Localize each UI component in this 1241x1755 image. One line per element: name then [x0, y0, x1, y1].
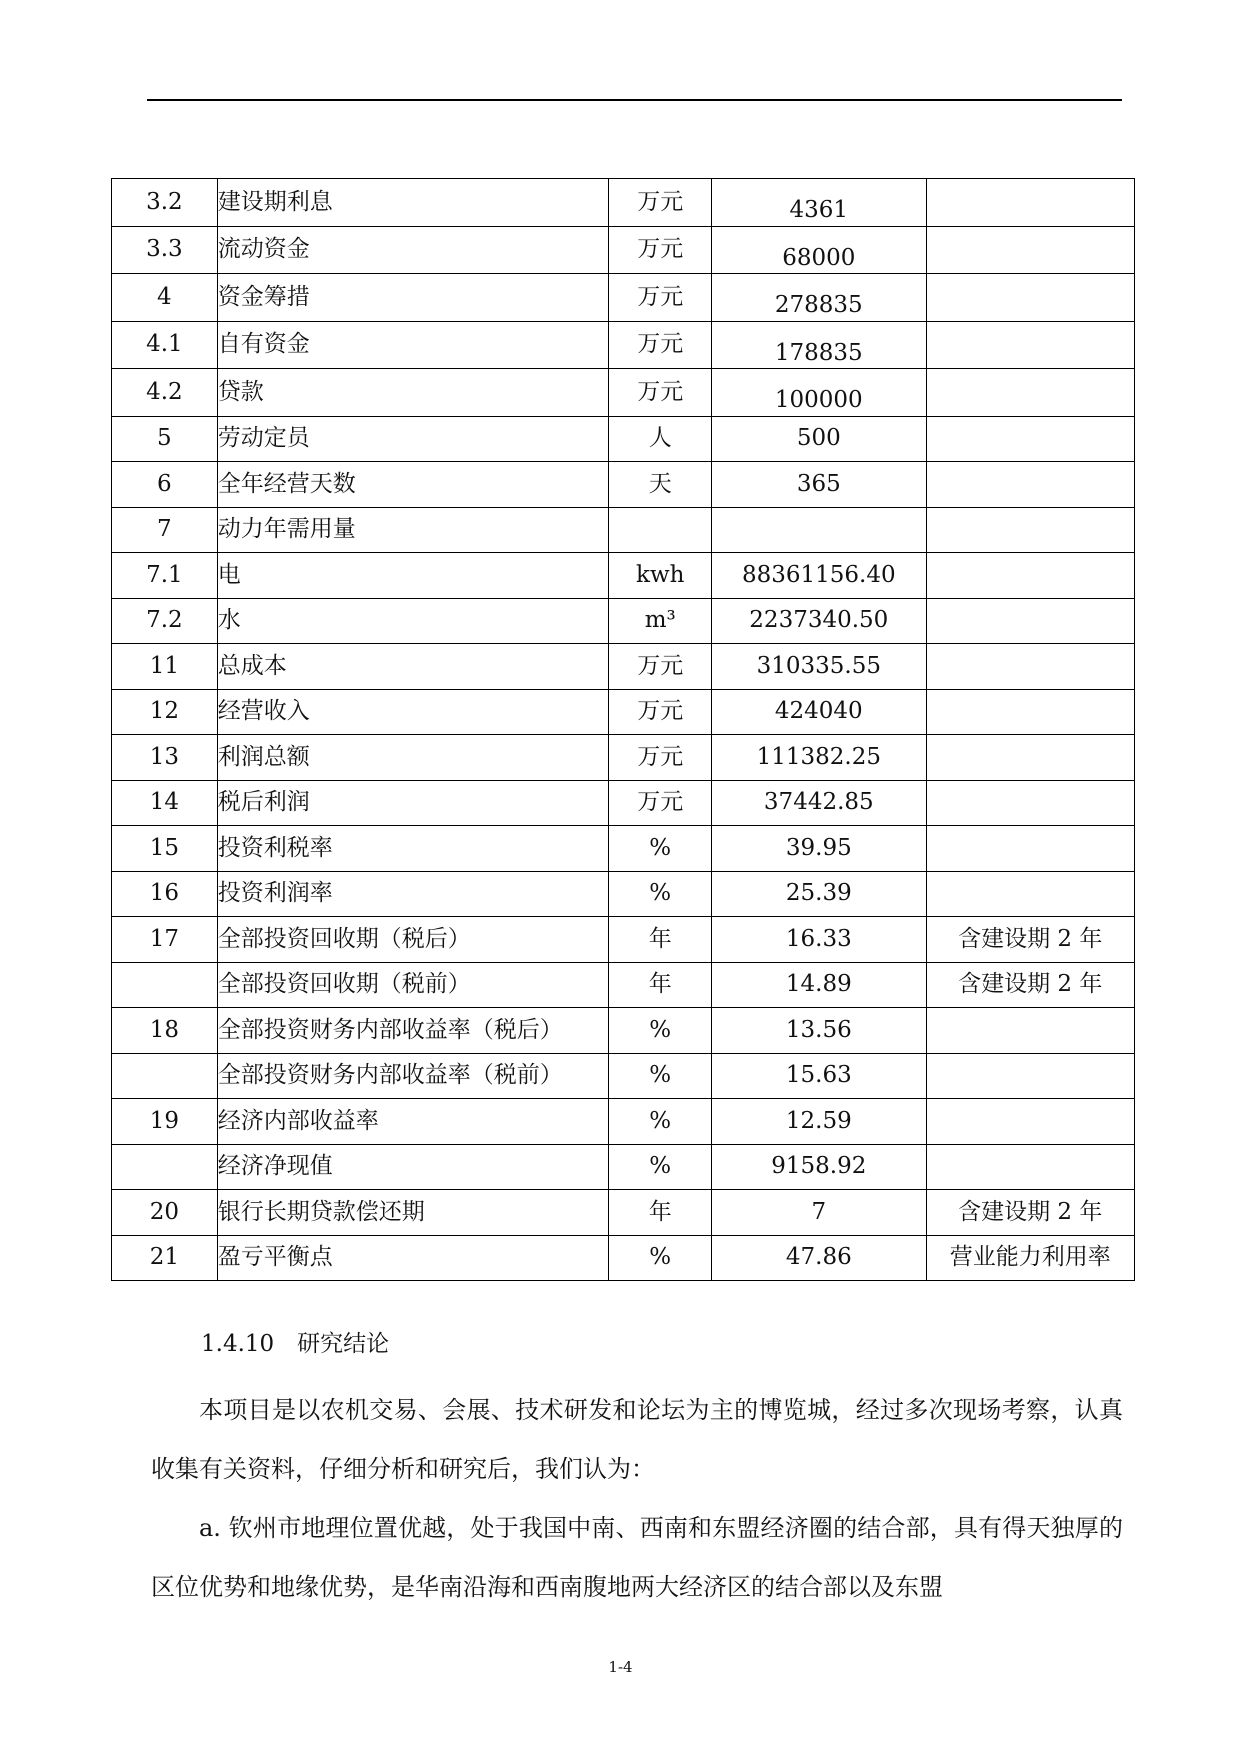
row-number: 7.1 [112, 553, 218, 599]
row-unit: 万元 [609, 689, 712, 735]
row-item: 投资利税率 [217, 826, 609, 872]
row-unit: % [609, 1099, 712, 1145]
row-value: 14.89 [712, 962, 926, 1008]
row-value: 25.39 [712, 871, 926, 917]
row-number: 3.3 [112, 226, 218, 274]
table-row [112, 962, 1135, 1008]
row-note [926, 274, 1134, 322]
row-item: 经济净现值 [217, 1144, 609, 1190]
row-value: 16.33 [712, 917, 926, 963]
row-note [926, 871, 1134, 917]
row-unit: 万元 [609, 274, 712, 322]
table-row [112, 321, 1135, 369]
row-unit [609, 507, 712, 553]
row-value: 12.59 [712, 1099, 926, 1145]
row-note [926, 1099, 1134, 1145]
table-row [112, 226, 1135, 274]
row-value: 424040 [712, 689, 926, 735]
row-item: 经济内部收益率 [217, 1099, 609, 1145]
row-number: 18 [112, 1008, 218, 1054]
row-number: 14 [112, 780, 218, 826]
row-note: 含建设期 2 年 [926, 962, 1134, 1008]
row-note [926, 416, 1134, 462]
row-number: 3.2 [112, 179, 218, 227]
row-value: 68000 [712, 226, 926, 274]
row-item: 利润总额 [217, 735, 609, 781]
row-note [926, 1144, 1134, 1190]
row-unit: 年 [609, 917, 712, 963]
row-unit: 年 [609, 1190, 712, 1236]
table-row [112, 1144, 1135, 1190]
table-row [112, 735, 1135, 781]
row-unit: % [609, 1053, 712, 1099]
row-number: 7 [112, 507, 218, 553]
row-number: 4 [112, 274, 218, 322]
row-number: 19 [112, 1099, 218, 1145]
row-number: 6 [112, 462, 218, 508]
row-note [926, 735, 1134, 781]
row-note [926, 553, 1134, 599]
row-value: 37442.85 [712, 780, 926, 826]
table-row [112, 1099, 1135, 1145]
row-note [926, 226, 1134, 274]
row-unit: m³ [609, 598, 712, 644]
row-item: 流动资金 [217, 226, 609, 274]
row-item: 全部投资回收期（税后） [217, 917, 609, 963]
row-value: 111382.25 [712, 735, 926, 781]
row-note [926, 1053, 1134, 1099]
row-value: 39.95 [712, 826, 926, 872]
row-number: 20 [112, 1190, 218, 1236]
table-row [112, 507, 1135, 553]
row-note: 含建设期 2 年 [926, 1190, 1134, 1236]
table-row [112, 917, 1135, 963]
row-item: 税后利润 [217, 780, 609, 826]
page-number: 1-4 [608, 1658, 633, 1676]
row-item: 总成本 [217, 644, 609, 690]
row-note [926, 689, 1134, 735]
row-unit: 万元 [609, 321, 712, 369]
row-number: 4.2 [112, 369, 218, 417]
section-heading: 1.4.10 研究结论 [201, 1331, 390, 1357]
row-note [926, 598, 1134, 644]
row-unit: 天 [609, 462, 712, 508]
table-row [112, 179, 1135, 227]
table-row [112, 274, 1135, 322]
row-value: 310335.55 [712, 644, 926, 690]
row-number: 5 [112, 416, 218, 462]
table-row [112, 598, 1135, 644]
row-item: 劳动定员 [217, 416, 609, 462]
row-value: 88361156.40 [712, 553, 926, 599]
row-note [926, 1008, 1134, 1054]
row-note [926, 321, 1134, 369]
row-item: 全年经营天数 [217, 462, 609, 508]
row-note [926, 780, 1134, 826]
row-unit: kwh [609, 553, 712, 599]
row-number [112, 1053, 218, 1099]
row-note [926, 826, 1134, 872]
table-row [112, 644, 1135, 690]
table-row [112, 780, 1135, 826]
paragraph-a: a. 钦州市地理位置优越，处于我国中南、西南和东盟经济圈的结合部，具有得天独厚的区位优势和地缘优势，是华南沿海和西南腹地两大经济区的结合部以及东盟 [151, 1514, 1123, 1601]
paragraph-intro: 本项目是以农机交易、会展、技术研发和论坛为主的博览城，经过多次现场考察，认真收集有关资料，仔细分析和研究后，我们认为： [151, 1396, 1123, 1483]
row-unit: % [609, 1144, 712, 1190]
header-rule [147, 99, 1122, 101]
row-value: 365 [712, 462, 926, 508]
row-unit: 万元 [609, 644, 712, 690]
row-value: 500 [712, 416, 926, 462]
row-number: 7.2 [112, 598, 218, 644]
row-value: 47.86 [712, 1235, 926, 1281]
row-unit: % [609, 826, 712, 872]
table-row [112, 553, 1135, 599]
row-value: 13.56 [712, 1008, 926, 1054]
table-row [112, 689, 1135, 735]
row-note: 营业能力利用率 [926, 1235, 1134, 1281]
row-item: 全部投资财务内部收益率（税后） [217, 1008, 609, 1054]
row-item: 水 [217, 598, 609, 644]
table-row [112, 462, 1135, 508]
row-note [926, 369, 1134, 417]
row-item: 自有资金 [217, 321, 609, 369]
row-number: 21 [112, 1235, 218, 1281]
table-row [112, 369, 1135, 417]
row-unit: 年 [609, 962, 712, 1008]
row-number: 11 [112, 644, 218, 690]
table-row [112, 1008, 1135, 1054]
row-unit: 万元 [609, 369, 712, 417]
row-note: 含建设期 2 年 [926, 917, 1134, 963]
row-number: 4.1 [112, 321, 218, 369]
row-value: 4361 [712, 179, 926, 227]
row-item: 电 [217, 553, 609, 599]
row-unit: 万元 [609, 226, 712, 274]
row-number: 17 [112, 917, 218, 963]
row-value: 178835 [712, 321, 926, 369]
row-value: 100000 [712, 369, 926, 417]
row-value: 9158.92 [712, 1144, 926, 1190]
row-unit: % [609, 1235, 712, 1281]
table-row [112, 1053, 1135, 1099]
row-value [712, 507, 926, 553]
table-row [112, 416, 1135, 462]
row-number: 15 [112, 826, 218, 872]
row-number: 12 [112, 689, 218, 735]
row-number: 13 [112, 735, 218, 781]
row-item: 投资利润率 [217, 871, 609, 917]
row-unit: % [609, 871, 712, 917]
row-unit: 人 [609, 416, 712, 462]
row-item: 银行长期贷款偿还期 [217, 1190, 609, 1236]
row-number [112, 962, 218, 1008]
row-value: 278835 [712, 274, 926, 322]
row-number: 16 [112, 871, 218, 917]
row-number [112, 1144, 218, 1190]
row-value: 2237340.50 [712, 598, 926, 644]
row-item: 全部投资回收期（税前） [217, 962, 609, 1008]
row-unit: 万元 [609, 780, 712, 826]
row-note [926, 179, 1134, 227]
row-item: 经营收入 [217, 689, 609, 735]
row-item: 全部投资财务内部收益率（税前） [217, 1053, 609, 1099]
table-body [112, 179, 1135, 1281]
row-item: 建设期利息 [217, 179, 609, 227]
row-unit: 万元 [609, 179, 712, 227]
row-note [926, 462, 1134, 508]
row-item: 贷款 [217, 369, 609, 417]
row-unit: 万元 [609, 735, 712, 781]
table-row [112, 1190, 1135, 1236]
row-note [926, 644, 1134, 690]
row-note [926, 507, 1134, 553]
row-item: 盈亏平衡点 [217, 1235, 609, 1281]
table-row [112, 826, 1135, 872]
row-item: 资金筹措 [217, 274, 609, 322]
table-row [112, 871, 1135, 917]
row-value: 15.63 [712, 1053, 926, 1099]
row-unit: % [609, 1008, 712, 1054]
indicator-table [111, 178, 1135, 1281]
row-value: 7 [712, 1190, 926, 1236]
table-row [112, 1235, 1135, 1281]
row-item: 动力年需用量 [217, 507, 609, 553]
